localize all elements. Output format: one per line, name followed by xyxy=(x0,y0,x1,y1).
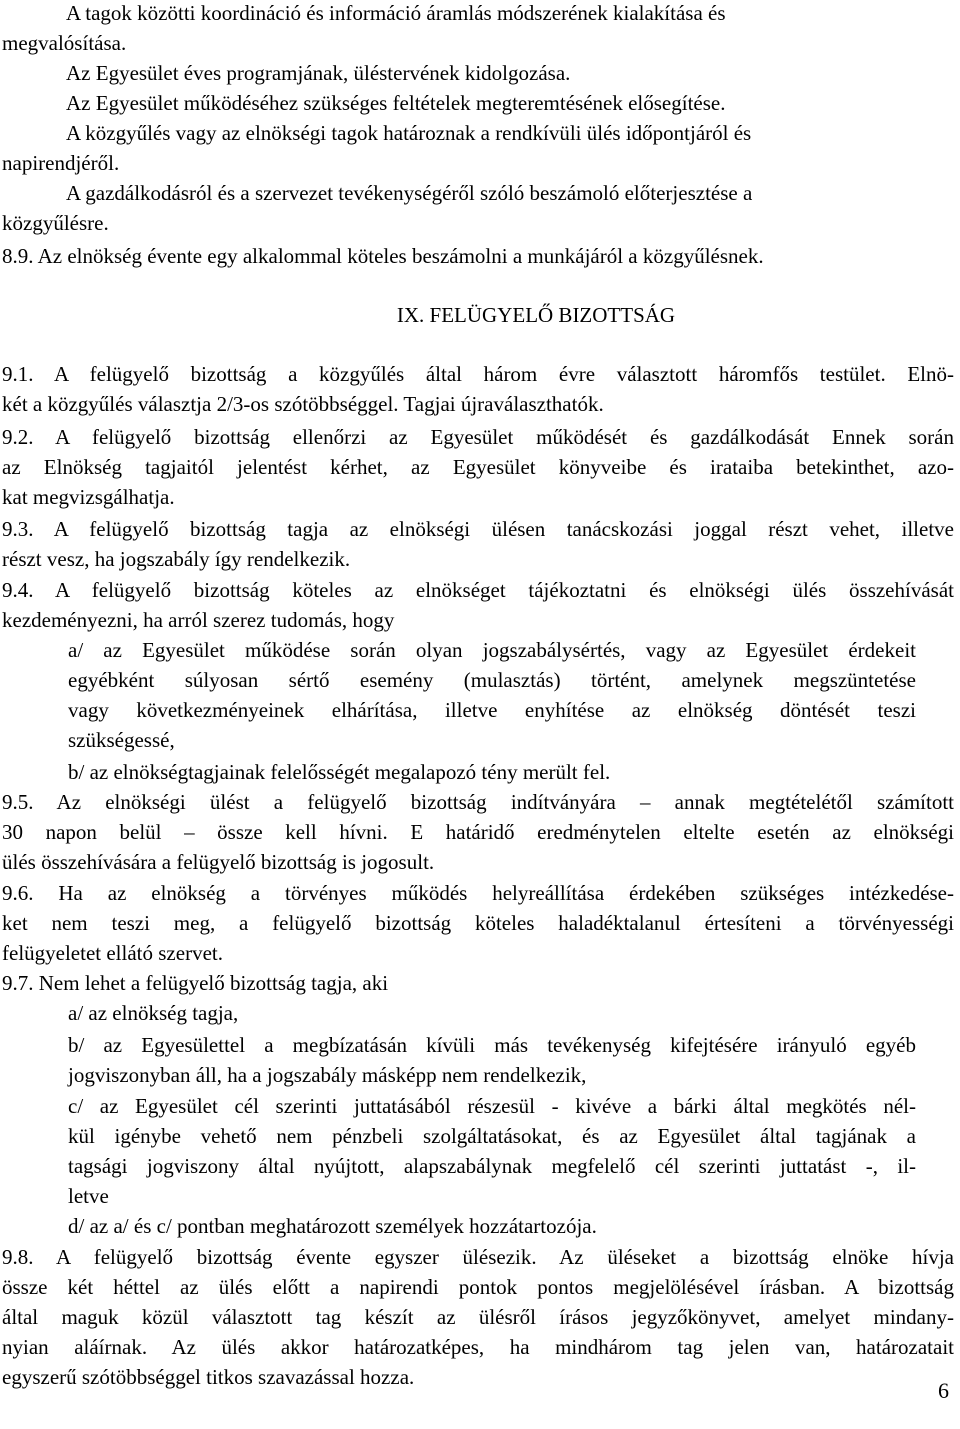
text-line: napirendjéről. xyxy=(2,151,120,175)
text-line: Az Egyesület éves programjának, üléstervének kidolgozása. xyxy=(66,61,571,85)
text-line: szükségessé, xyxy=(68,728,175,752)
text-line: kül igénybe vehető nem pénzbeli szolgáltatásokat, és az Egyesület által tagjának a xyxy=(68,1124,916,1148)
text-line: részt vesz, ha jogszabály így rendelkezik. xyxy=(2,547,351,571)
section-heading: IX. FELÜGYELŐ BIZOTTSÁG xyxy=(396,303,676,327)
text-line: az Elnökség tagjaitól jelentést kérhet, az Egyesület könyveibe és irataiba betekinthet, azo- xyxy=(2,455,954,479)
text-line: b/ az elnökségtagjainak felelősségét megalapozó tény merült fel. xyxy=(68,760,611,784)
text-line: két a közgyűlés választja 2/3-os szótöbbséggel. Tagjai újraválaszthatók. xyxy=(2,392,604,416)
text-line: nyian aláírnak. Az ülés akkor határozatképes, ha mindhárom tag jelen van, határozatait xyxy=(2,1335,954,1359)
text-line: jogviszonyban áll, ha a jogszabály másképp nem rendelkezik, xyxy=(68,1063,587,1087)
text-line: kezdeményezni, ha arról szerez tudomás, hogy xyxy=(2,608,395,632)
text-line: 9.5. Az elnökségi ülést a felügyelő bizottság indítványára – annak megtételétől számított xyxy=(2,790,954,814)
text-line: egyszerű szótöbbséggel titkos szavazással hozza. xyxy=(2,1365,415,1389)
text-line: a/ az Egyesület működése során olyan jogszabálysértés, vagy az Egyesület érdekeit xyxy=(68,638,916,662)
text-line: A gazdálkodásról és a szervezet tevékenységéről szóló beszámoló előterjesztése a xyxy=(66,181,753,205)
text-line: c/ az Egyesület cél szerinti juttatásából részesül - kivéve a bárki által megkötés nél- xyxy=(68,1094,916,1118)
text-line: ket nem teszi meg, a felügyelő bizottság köteles haladéktalanul értesíteni a törvényességi xyxy=(2,911,954,935)
text-line: tagsági jogviszony által nyújtott, alapszabálynak megfelelő cél szerinti juttatást -, il- xyxy=(68,1154,916,1178)
text-line: Az Egyesület működéséhez szükséges feltételek megteremtésének elősegítése. xyxy=(66,91,726,115)
text-line: 9.3. A felügyelő bizottság tagja az elnökségi ülésen tanácskozási joggal részt vehet, illetve xyxy=(2,517,954,541)
text-line: kat megvizsgálhatja. xyxy=(2,485,175,509)
text-line: 9.1. A felügyelő bizottság a közgyűlés által három évre választott háromfős testület. Elnö- xyxy=(2,362,954,386)
text-line: 9.4. A felügyelő bizottság köteles az elnökséget tájékoztatni és elnökségi ülés összehívását xyxy=(2,578,954,602)
text-line: össze két héttel az ülés előtt a napirendi pontok pontos megjelölésével írásban. A bizottság xyxy=(2,1275,954,1299)
text-line: 8.9. Az elnökség évente egy alkalommal köteles beszámolni a munkájáról a közgyűlésnek. xyxy=(2,244,764,268)
text-line: 9.2. A felügyelő bizottság ellenőrzi az Egyesület működését és gazdálkodását Ennek során xyxy=(2,425,954,449)
text-line: vagy következményeinek elhárítása, illetve enyhítése az elnökség döntését teszi xyxy=(68,698,916,722)
text-line: egyébként súlyosan sértő esemény (mulasztás) történt, amelynek megszüntetése xyxy=(68,668,916,692)
text-line: b/ az Egyesülettel a megbízatásán kívüli más tevékenység kifejtésére irányuló egyéb xyxy=(68,1033,916,1057)
text-line: A közgyűlés vagy az elnökségi tagok határoznak a rendkívüli ülés időpontjáról és xyxy=(66,121,752,145)
text-line: megvalósítása. xyxy=(2,31,127,55)
text-line: 9.6. Ha az elnökség a törvényes működés helyreállítása érdekében szükséges intézkedése- xyxy=(2,881,954,905)
text-line: d/ az a/ és c/ pontban meghatározott személyek hozzátartozója. xyxy=(68,1214,597,1238)
text-line: 30 napon belül – össze kell hívni. E határidő eredménytelen eltelte esetén az elnökségi xyxy=(2,820,954,844)
text-line: 9.8. A felügyelő bizottság évente egyszer ülésezik. Az üléseket a bizottság elnöke hívja xyxy=(2,1245,954,1269)
text-line: 9.7. Nem lehet a felügyelő bizottság tagja, aki xyxy=(2,971,389,995)
text-line: ülés összehívására a felügyelő bizottság is jogosult. xyxy=(2,850,435,874)
text-line: felügyeletet ellátó szervet. xyxy=(2,941,223,965)
page-number: 6 xyxy=(938,1378,949,1403)
text-line: közgyűlésre. xyxy=(2,211,109,235)
text-line: által maguk közül választott tag készít az ülésről írásos jegyzőkönyvet, amelyet mindany- xyxy=(2,1305,954,1329)
text-line: letve xyxy=(68,1184,109,1208)
text-line: A tagok közötti koordináció és információ áramlás módszerének kialakítása és xyxy=(66,1,726,25)
text-line: a/ az elnökség tagja, xyxy=(68,1001,239,1025)
